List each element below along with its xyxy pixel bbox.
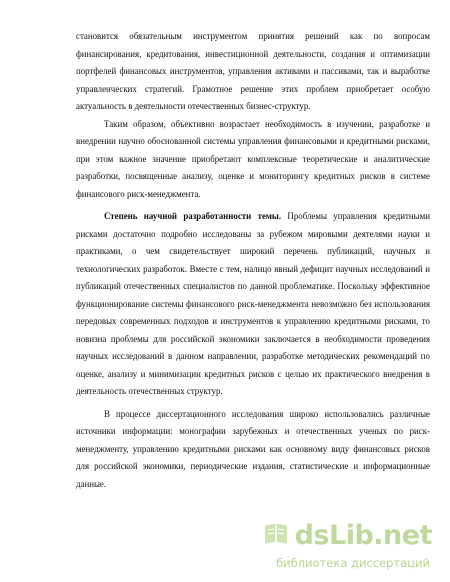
watermark-logo <box>261 518 432 552</box>
paragraph-4: В процессе диссертационного исследования широко использовались различные источники информации: монографии зарубежных и отечественных ученых по риск-менеджменту, управлению кредитными рисками как основному виду финансовых рисков для российской экономики, периодические издания, статистические и информационные данные. <box>76 408 430 489</box>
paragraph-1: становится обязательным инструментом принятия решений как по вопросам финансирования, кредитования, инвестиционной деятельности, создания и оптимизации портфелей финансовых инструментов, управления активами и пассивами, так и выработке управленческих стратегий. Грамотное решение этих проблем приобретает особую актуальность в деятельности отечественных бизнес-структур. <box>76 31 430 111</box>
dslib-watermark[interactable] <box>276 518 432 576</box>
section-heading: Степень научной разработанности темы. <box>104 211 282 221</box>
watermark-subtitle: библиотека диссертаций <box>276 556 430 570</box>
document-page <box>76 28 430 493</box>
paragraph-3 <box>76 208 430 401</box>
paragraph-2: Таким образом, объективно возрастает необходимость в изучении, разработке и внедрении научно обоснованной системы управления финансовыми и кредитными рисками, при этом важное значение приобретают комплексные теоретические и аналитические разработки, посвященные анализу, оценке и мониторингу кредитных рисков в системе финансового риск-менеджмента. <box>76 118 430 199</box>
paragraph-3-body: Проблемы управления кредитными рисками достаточно подробно исследованы за рубежом мировыми деятелями науки и практиками, о чем свидетельствует широкий перечень публикаций, научных и технологических разработок. Вместе с тем, налицо явный дефицит научных исследований и публикаций отечественных специалистов по данной проблематике. Поскольку эффективное функционирование системы финансового риск-менеджмента невозможно без использования передовых современных подходов и инструментов к управлению кредитными рисками, то новизна проблемы для российской экономики заключается в необходимости проведения научных исследований в данном направлении, разработке методических рекомендаций по оценке, анализу и минимизации кредитных рисков с целью их практического внедрения в деятельность отечественных структур. <box>76 211 430 396</box>
watermark-brand: dsLib.net <box>294 519 432 551</box>
dslib-logo-icon <box>261 520 291 550</box>
